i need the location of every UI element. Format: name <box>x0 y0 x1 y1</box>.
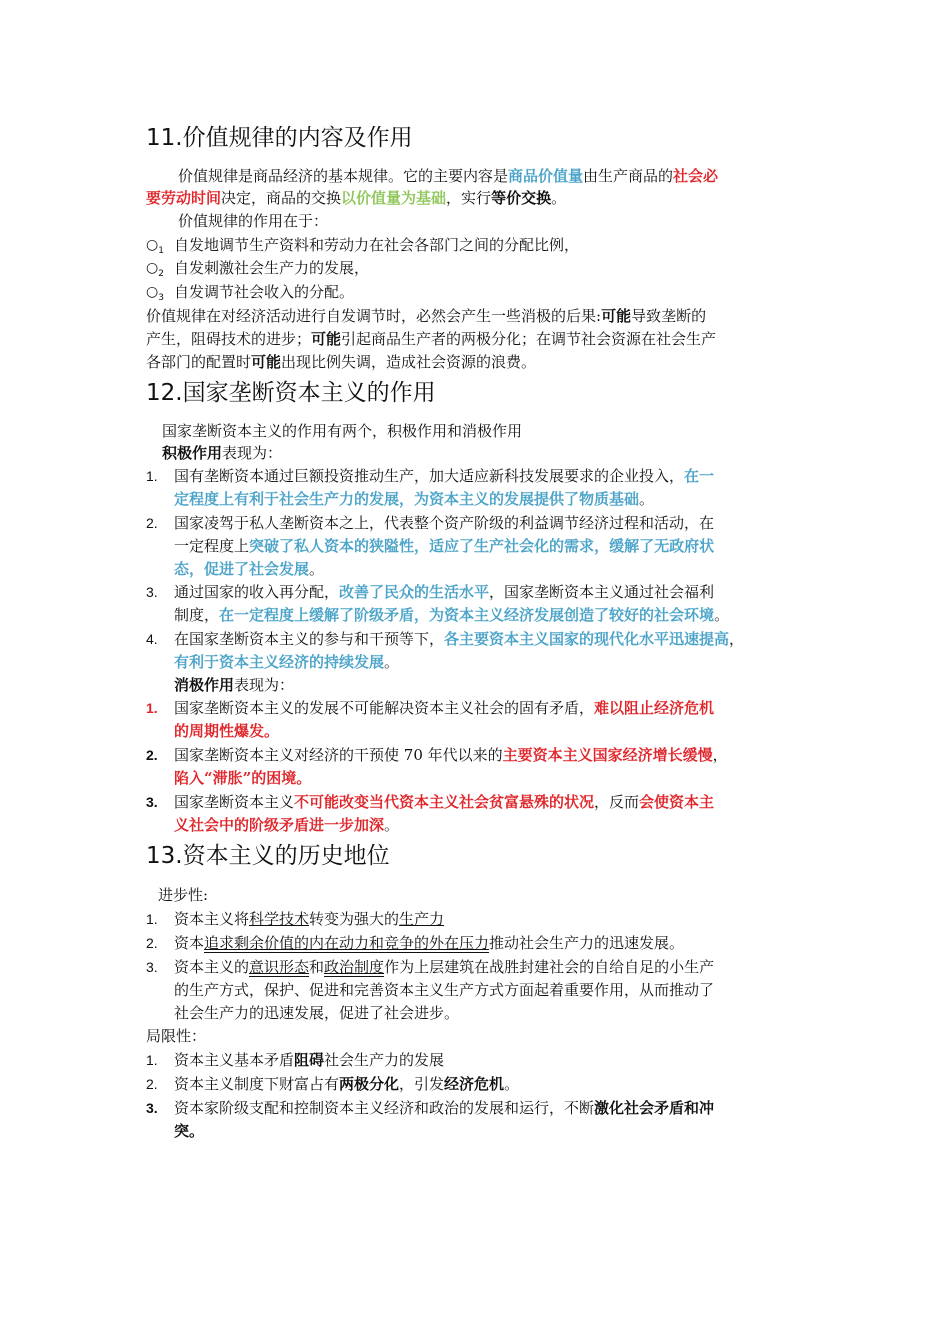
s13-lim-number-3: 3. <box>146 1100 158 1116</box>
s13-lim-item-3-line-1: 资本家阶级支配和控制资本主义经济和政治的发展和运行，不断激化社会矛盾和冲 <box>174 1099 715 1117</box>
s13-lim-item-2: 资本主义制度下财富占有两极分化，引发经济危机。 <box>174 1075 520 1093</box>
s12-pos-item-4-line-2: 有利于资本主义经济的持续发展。 <box>174 653 400 671</box>
s12-intro: 国家垄断资本主义的作用有两个，积极作用和消极作用 <box>162 422 523 440</box>
s12-neg-item-1-line-1: 国家垄断资本主义的发展不可能解决资本主义社会的固有矛盾，难以阻止经济危机 <box>174 699 715 717</box>
s11-consequence-line-2: 产生，阻碍技术的进步；可能引起商品生产者的两极分化；在调节社会资源在社会生产 <box>146 330 717 348</box>
s11-consequence-line-3: 各部门的配置时可能出现比例失调，造成社会资源的浪费。 <box>146 353 537 371</box>
s11-role-item-3: 自发调节社会收入的分配。 <box>174 283 355 301</box>
section-12-title: 12.国家垄断资本主义的作用 <box>146 380 436 406</box>
section-11-title: 11.价值规律的内容及作用 <box>146 125 413 151</box>
s13-prog-item-1: 资本主义将科学技术转变为强大的生产力 <box>174 910 445 928</box>
s12-pos-number-4: 4. <box>146 631 158 647</box>
s13-lim-item-1: 资本主义基本矛盾阻碍社会生产力的发展 <box>174 1051 445 1069</box>
s12-pos-number-1: 1. <box>146 468 158 484</box>
s12-neg-number-2: 2. <box>146 747 158 763</box>
s11-role-item-1: 自发地调节生产资料和劳动力在社会各部门之间的分配比例， <box>174 236 580 254</box>
s12-pos-item-2-line-1: 国家凌驾于私人垄断资本之上，代表整个资产阶级的利益调节经济过程和活动，在 <box>174 514 715 532</box>
s12-neg-number-3: 3. <box>146 794 158 810</box>
s13-prog-item-3-line-2: 的生产方式，保护、促进和完善资本主义生产方式方面起着重要作用，从而推动了 <box>174 981 715 999</box>
s11-consequence-line-1: 价值规律在对经济活动进行自发调节时，必然会产生一些消极的后果:可能导致垄断的 <box>146 307 707 325</box>
s12-neg-item-1-line-2: 的周期性爆发。 <box>174 722 280 740</box>
s13-lim-number-2: 2. <box>146 1076 158 1092</box>
s13-lim-item-3-line-2: 突。 <box>174 1122 205 1140</box>
s12-neg-item-2-line-2: 陷入“滞胀”的困境。 <box>174 769 312 787</box>
s13-prog-item-3-line-3: 社会生产力的迅速发展，促进了社会进步。 <box>174 1004 460 1022</box>
s13-prog-number-3: 3. <box>146 959 158 975</box>
s13-prog-number-1: 1. <box>146 911 158 927</box>
s12-pos-item-1-line-2: 定程度上有利于社会生产力的发展，为资本主义的发展提供了物质基础。 <box>174 490 655 508</box>
circle-number-3: $○_3$ <box>146 284 164 303</box>
s12-positive-heading: 积极作用表现为： <box>162 444 283 462</box>
s13-lim-number-1: 1. <box>146 1052 158 1068</box>
s11-role-item-2: 自发刺激社会生产力的发展， <box>174 259 370 277</box>
s12-neg-item-3-line-1: 国家垄断资本主义不可能改变当代资本主义社会贫富悬殊的状况，反而会使资本主 <box>174 793 715 811</box>
circle-number-2: $○_2$ <box>146 260 164 279</box>
s11-paragraph-line-1: 价值规律是商品经济的基本规律。它的主要内容是商品价值量由生产商品的社会必 <box>178 167 719 185</box>
s11-paragraph-line-2: 要劳动时间决定，商品的交换以价值量为基础，实行等价交换。 <box>146 189 567 207</box>
s11-role-intro: 价值规律的作用在于： <box>178 212 329 230</box>
s12-pos-item-2-line-2: 一定程度上突破了私人资本的狭隘性，适应了生产社会化的需求，缓解了无政府状 <box>174 537 715 555</box>
s13-prog-item-2: 资本追求剩余价值的内在动力和竞争的外在压力推动社会生产力的迅速发展。 <box>174 934 685 952</box>
s12-neg-number-1: 1. <box>146 700 158 716</box>
section-13-title: 13.资本主义的历史地位 <box>146 843 390 869</box>
s12-neg-item-2-line-1: 国家垄断资本主义对经济的干预使 70 年代以来的主要资本主义国家经济增长缓慢， <box>174 746 728 764</box>
s12-negative-heading: 消极作用表现为： <box>174 676 295 694</box>
s12-neg-item-3-line-2: 义社会中的阶级矛盾进一步加深。 <box>174 816 400 834</box>
s12-pos-item-4-line-1: 在国家垄断资本主义的参与和干预等下，各主要资本主义国家的现代化水平迅速提高， <box>174 630 745 648</box>
s12-pos-number-2: 2. <box>146 515 158 531</box>
circle-number-1: $○_1$ <box>146 237 164 256</box>
s13-prog-number-2: 2. <box>146 935 158 951</box>
s13-prog-item-3-line-1: 资本主义的意识形态和政治制度作为上层建筑在战胜封建社会的自给自足的小生产 <box>174 958 715 976</box>
s12-pos-item-2-line-3: 态，促进了社会发展。 <box>174 560 325 578</box>
s12-pos-number-3: 3. <box>146 584 158 600</box>
s12-pos-item-1-line-1: 国有垄断资本通过巨额投资推动生产，加大适应新科技发展要求的企业投入，在一 <box>174 467 715 485</box>
s13-progress-heading: 进步性: <box>158 886 209 904</box>
s12-pos-item-3-line-2: 制度，在一定程度上缓解了阶级矛盾，为资本主义经济发展创造了较好的社会环境。 <box>174 606 730 624</box>
s13-limitation-heading: 局限性： <box>146 1027 207 1045</box>
s12-pos-item-3-line-1: 通过国家的收入再分配，改善了民众的生活水平，国家垄断资本主义通过社会福利 <box>174 583 715 601</box>
